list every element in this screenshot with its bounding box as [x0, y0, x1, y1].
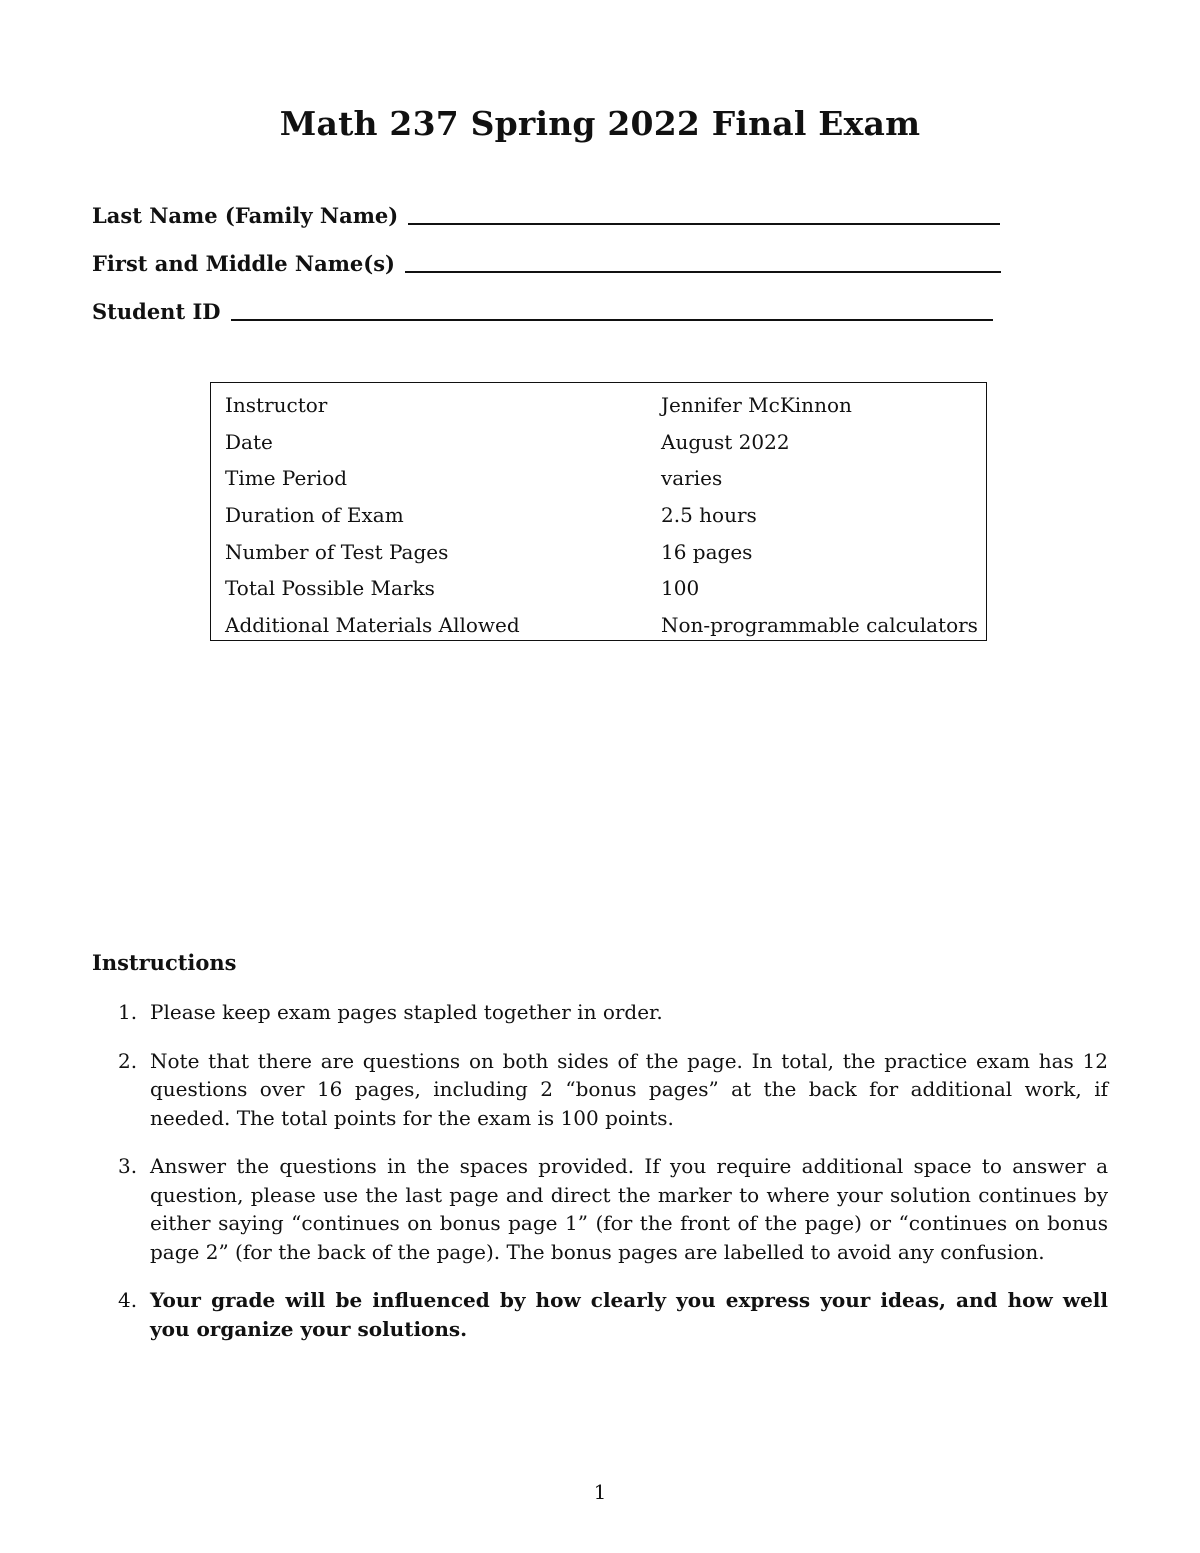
instruction-number: 2. [118, 1048, 138, 1073]
info-key: Date [225, 429, 273, 454]
exam-title: Math 237 Spring 2022 Final Exam [279, 104, 921, 143]
instruction-item [92, 1152, 1108, 1266]
instruction-number: 3. [118, 1154, 138, 1178]
instruction-item [92, 998, 1108, 1027]
instruction-number: 4. [118, 1288, 138, 1312]
info-key: Duration of Exam [225, 503, 404, 528]
info-value: August 2022 [661, 429, 790, 454]
info-value: Non-programmable calculators [661, 612, 978, 637]
instruction-text: Note that there are questions on both sides of the page. In total, the practice exam has 12 questions over 16 pages, including 2 “bonus pages” at the back for additional work, if needed. The total points for the exam is 100 points. [150, 1048, 1108, 1130]
info-row [211, 533, 986, 570]
info-key: Time Period [225, 466, 348, 491]
exam-info-table [210, 382, 987, 641]
student-id-label: Student ID [92, 299, 221, 324]
info-value: varies [661, 466, 723, 491]
info-row [211, 570, 986, 607]
info-row [211, 387, 986, 424]
instructions-list [92, 998, 1108, 1363]
first-name-line[interactable] [405, 271, 1001, 273]
first-name-label: First and Middle Name(s) [92, 251, 395, 276]
instruction-text: Answer the questions in the spaces provided. If you require additional space to answer a question, please use the last page and direct the marker to where your solution continues by either saying “continues on bonus page 1” (for the front of the page) or “continues on bonus page 2” (for the back of the page). The bonus pages are labelled to avoid any confusion. [150, 1154, 1108, 1264]
instruction-item [92, 1286, 1108, 1343]
info-row [211, 497, 986, 534]
instruction-item [92, 1047, 1108, 1133]
last-name-label: Last Name (Family Name) [92, 203, 399, 228]
instructions-heading: Instructions [92, 950, 237, 975]
last-name-line[interactable] [408, 223, 1000, 225]
student-id-field[interactable] [92, 299, 993, 324]
info-key: Number of Test Pages [225, 539, 449, 564]
instruction-text: Your grade will be influenced by how clearly you express your ideas, and how well you organize your solutions. [150, 1288, 1108, 1341]
info-key: Total Possible Marks [225, 576, 435, 601]
info-key: Instructor [225, 393, 328, 418]
info-value: 100 [661, 576, 700, 601]
info-row [211, 424, 986, 461]
info-value: 16 pages [661, 539, 753, 564]
first-name-field[interactable] [92, 251, 1001, 276]
instruction-text: Please keep exam pages stapled together in order. [150, 1000, 663, 1024]
info-key: Additional Materials Allowed [225, 612, 520, 637]
info-row [211, 460, 986, 497]
info-row [211, 607, 986, 644]
instruction-number: 1. [118, 1000, 138, 1024]
student-id-line[interactable] [231, 319, 993, 321]
last-name-field[interactable] [92, 203, 1000, 228]
page-number: 1 [593, 1480, 607, 1504]
info-value: Jennifer McKinnon [661, 393, 852, 418]
info-value: 2.5 hours [661, 503, 757, 528]
